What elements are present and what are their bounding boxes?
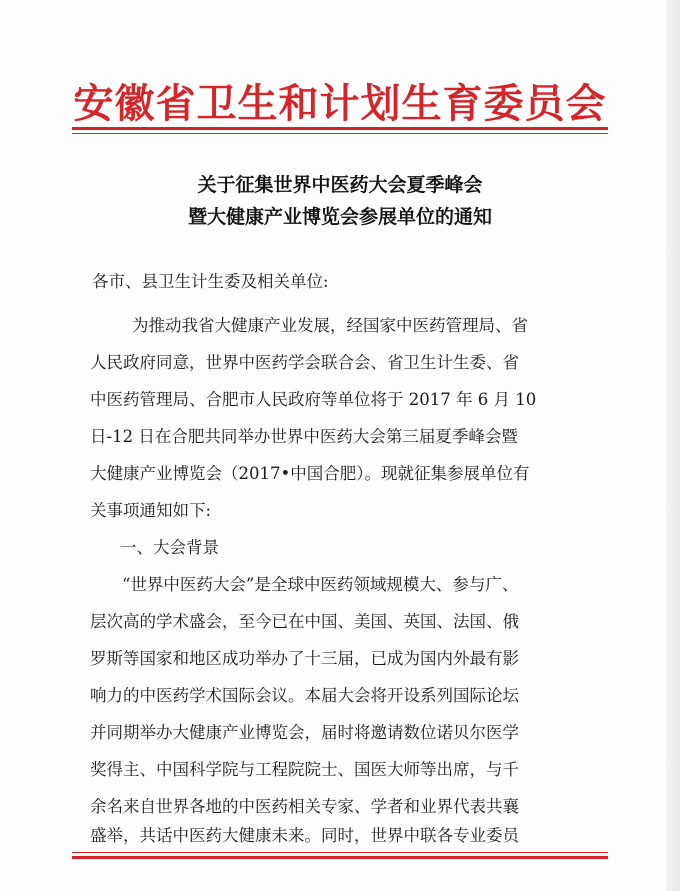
page-edge-shadow [666,0,680,891]
notice-title-line-2: 暨大健康产业博览会参展单位的通知 [187,206,492,228]
body-line: 层次高的学术盛会，至今已在中国、美国、英国、法国、俄 [90,612,519,631]
body-line: 响力的中医药学术国际会议。本届大会将开设系列国际论坛 [90,686,519,705]
body-line: 盛举，共话中医药大健康未来。同时，世界中联各专业委员 [90,826,519,845]
body-line: 为推动我省大健康产业发展，经国家中医药管理局、省 [132,316,528,335]
section-heading: 一、大会背景 [120,538,219,557]
letterhead-rule-thin [72,133,608,134]
body-line: 中医药管理局、合肥市人民政府等单位将于 2017 年 6 月 10 [90,390,537,409]
body-line: 关事项通知如下: [90,501,212,520]
body-line: 日-12 日在合肥共同举办世界中医药大会第三届夏季峰会暨 [90,427,518,446]
body-line: 并同期举办大健康产业博览会，届时将邀请数位诺贝尔医学 [90,723,519,742]
body-line: 余名来自世界各地的中医药相关专家、学者和业界代表共襄 [90,797,519,816]
body-line: 大健康产业博览会（2017•中国合肥）。现就征集参展单位有 [90,464,530,483]
letterhead-org-name: 安徽省卫生和计划生育委员会 [73,80,607,127]
letterhead-rule-thick [72,127,608,130]
body-line: 人民政府同意，世界中医药学会联合会、省卫生计生委、省 [90,353,519,372]
body-line: 奖得主、中国科学院与工程院院士、国医大师等出席，与千 [90,760,519,779]
footer-rule-thick [72,856,608,859]
footer-rule-thin [72,852,608,853]
body-line: 罗斯等国家和地区成功举办了十三届，已成为国内外最有影 [90,649,519,668]
body-line: “世界中医药大会”是全球中医药领域规模大、参与广、 [122,575,519,594]
salutation: 各市、县卫生计生委及相关单位: [92,272,329,291]
notice-title-line-1: 关于征集世界中医药大会夏季峰会 [197,174,483,196]
